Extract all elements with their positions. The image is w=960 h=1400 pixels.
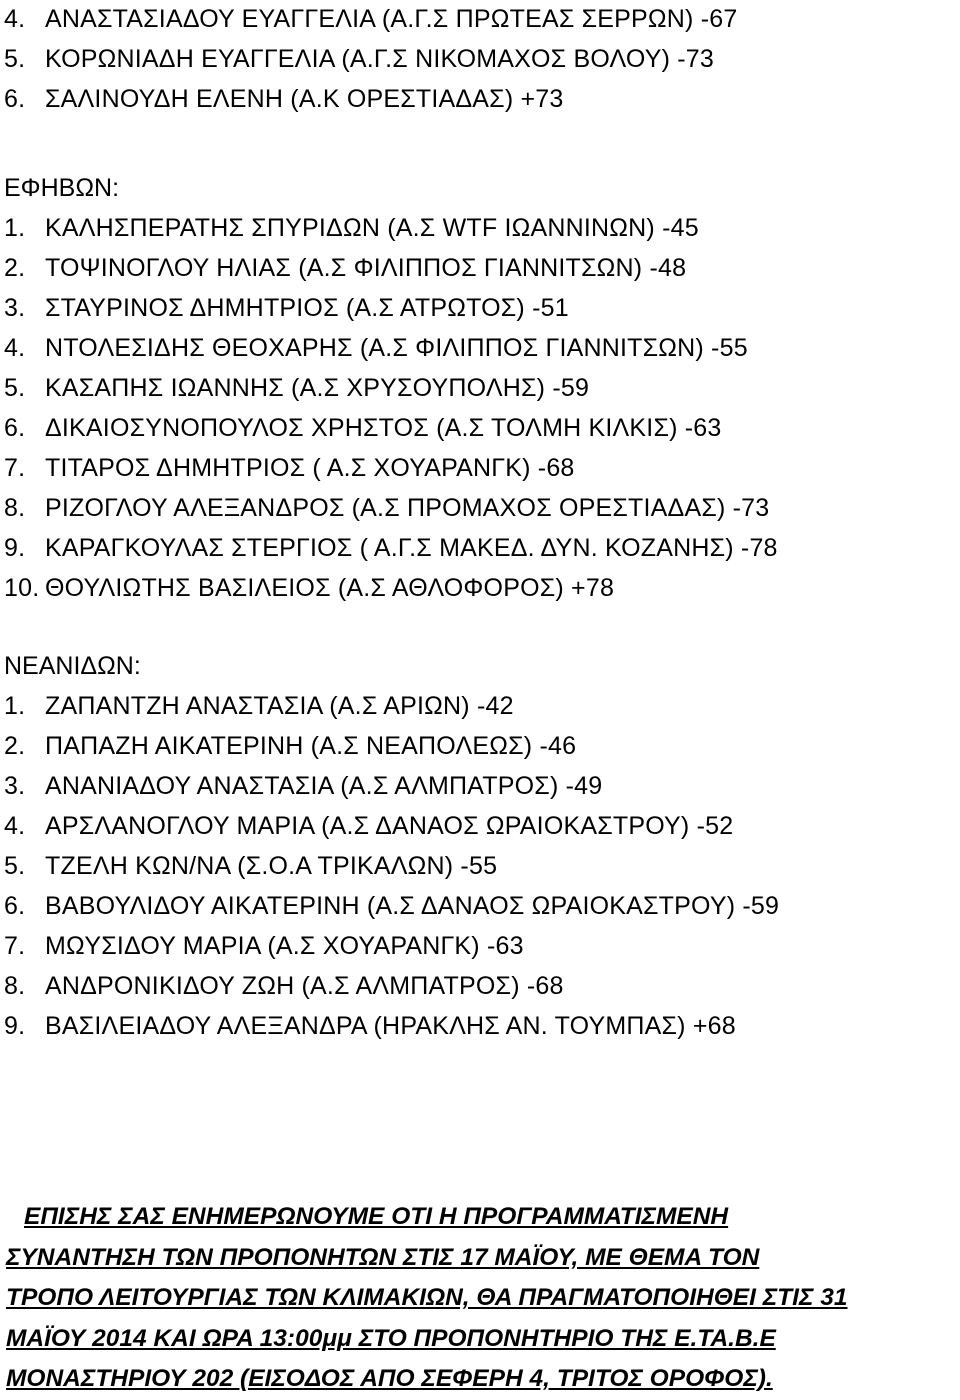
ephebon-results-list [0,208,778,608]
notice-line: ΤΡΟΠΟ ΛΕΙΤΟΥΡΓΙΑΣ ΤΩΝ ΚΛΙΜΑΚΙΩΝ, ΘΑ ΠΡΑΓΜΑΤΟΠΟΙΗΘΕΙ ΣΤΙΣ 31 [6,1284,848,1311]
list-item [0,686,779,726]
item-number: 2. [4,732,26,760]
notice-line: ΜΑΪΟΥ 2014 ΚΑΙ ΩΡΑ 13:00μμ ΣΤΟ ΠΡΟΠΟΝΗΤΗΡΙΟ ΤΗΣ Ε.ΤΑ.Β.Ε [6,1324,776,1352]
list-item [0,966,779,1006]
list-item [0,726,779,766]
item-number: 6. [4,892,26,920]
list-item [0,528,778,568]
item-number: 6. [4,85,26,113]
item-text: ΑΝΑΝΙΑΔΟΥ ΑΝΑΣΤΑΣΙΑ (Α.Σ ΑΛΜΠΑΤΡΟΣ) -49 [45,772,603,800]
item-text: ΣΑΛΙΝΟΥΔΗ ΕΛΕΝΗ (Α.Κ ΟΡΕΣΤΙΑΔΑΣ) +73 [45,85,564,113]
item-number: 7. [4,932,26,960]
list-item [0,766,779,806]
section-heading-ephebon: ΕΦΗΒΩΝ: [4,174,120,202]
item-text: ΚΑΣΑΠΗΣ ΙΩΑΝΝΗΣ (Α.Σ ΧΡΥΣΟΥΠΟΛΗΣ) -59 [45,374,590,402]
item-number: 5. [4,45,26,73]
item-number: 4. [4,334,26,362]
item-number: 4. [4,5,26,33]
neanidon-results-list [0,686,779,1046]
item-number: 8. [4,494,26,522]
item-number: 10. [4,574,40,602]
list-item [0,806,779,846]
item-text: ΤΙΤΑΡΟΣ ΔΗΜΗΤΡΙΟΣ ( Α.Σ ΧΟΥΑΡΑΝΓΚ) -68 [45,454,575,482]
list-item [0,568,778,608]
item-text: ΤΖΕΛΗ ΚΩΝ/ΝΑ (Σ.Ο.Α ΤΡΙΚΑΛΩΝ) -55 [45,852,498,880]
list-item [0,926,779,966]
list-item [0,1006,779,1046]
item-text: ΤΟΨΙΝΟΓΛΟΥ ΗΛΙΑΣ (Α.Σ ΦΙΛΙΠΠΟΣ ΓΙΑΝΝΙΤΣΩΝ) -48 [45,254,687,282]
item-text: ΒΑΒΟΥΛΙΔΟΥ ΑΙΚΑΤΕΡΙΝΗ (Α.Σ ΔΑΝΑΟΣ ΩΡΑΙΟΚΑΣΤΡΟΥ) -59 [45,892,780,920]
notice-line: ΣΥΝΑΝΤΗΣΗ ΤΩΝ ΠΡΟΠΟΝΗΤΩΝ ΣΤΙΣ 17 ΜΑΪΟΥ, ΜΕ ΘΕΜΑ ΤΟΝ [6,1243,760,1271]
item-text: ΣΤΑΥΡΙΝΟΣ ΔΗΜΗΤΡΙΟΣ (Α.Σ ΑΤΡΩΤΟΣ) -51 [45,294,569,322]
list-item [0,39,737,79]
notice-line: ΜΟΝΑΣΤΗΡΙΟΥ 202 (ΕΙΣΟΔΟΣ ΑΠΟ ΣΕΦΕΡΗ 4, ΤΡΙΤΟΣ ΟΡΟΦΟΣ). [6,1365,773,1392]
coaches-meeting-notice [6,1197,956,1400]
item-text: ΡΙΖΟΓΛΟΥ ΑΛΕΞΑΝΔΡΟΣ (Α.Σ ΠΡΟΜΑΧΟΣ ΟΡΕΣΤΙΑΔΑΣ) -73 [45,494,770,522]
list-item [0,328,778,368]
list-item [0,288,778,328]
item-text: ΑΝΑΣΤΑΣΙΑΔΟΥ ΕΥΑΓΓΕΛΙΑ (Α.Γ.Σ ΠΡΩΤΕΑΣ ΣΕΡΡΩΝ) -67 [45,5,738,33]
item-text: ΝΤΟΛΕΣΙΔΗΣ ΘΕΟΧΑΡΗΣ (Α.Σ ΦΙΛΙΠΠΟΣ ΓΙΑΝΝΙΤΣΩΝ) -55 [45,334,748,362]
item-number: 1. [4,214,26,242]
item-number: 9. [4,534,26,562]
item-text: ΒΑΣΙΛΕΙΑΔΟΥ ΑΛΕΞΑΝΔΡΑ (ΗΡΑΚΛΗΣ ΑΝ. ΤΟΥΜΠΑΣ) +68 [45,1012,736,1040]
list-item [0,0,737,39]
item-text: ΚΟΡΩΝΙΑΔΗ ΕΥΑΓΓΕΛΙΑ (Α.Γ.Σ ΝΙΚΟΜΑΧΟΣ ΒΟΛΟΥ) -73 [45,45,715,73]
top-results-list [0,0,737,119]
item-number: 3. [4,294,26,322]
item-number: 9. [4,1012,26,1040]
list-item [0,488,778,528]
item-number: 8. [4,972,26,1000]
list-item [0,886,779,926]
item-number: 2. [4,254,26,282]
item-text: ΠΑΠΑΖΗ ΑΙΚΑΤΕΡΙΝΗ (Α.Σ ΝΕΑΠΟΛΕΩΣ) -46 [45,732,577,760]
item-text: ΘΟΥΛΙΩΤΗΣ ΒΑΣΙΛΕΙΟΣ (Α.Σ ΑΘΛΟΦΟΡΟΣ) +78 [45,574,615,602]
section-heading-neanidon: ΝΕΑΝΙΔΩΝ: [4,652,141,680]
item-text: ΑΡΣΛΑΝΟΓΛΟΥ ΜΑΡΙΑ (Α.Σ ΔΑΝΑΟΣ ΩΡΑΙΟΚΑΣΤΡΟΥ) -52 [45,812,734,840]
item-text: ΑΝΔΡΟΝΙΚΙΔΟΥ ΖΩΗ (Α.Σ ΑΛΜΠΑΤΡΟΣ) -68 [45,972,564,1000]
list-item [0,248,778,288]
item-text: ΚΑΛΗΣΠΕΡΑΤΗΣ ΣΠΥΡΙΔΩΝ (Α.Σ WTF ΙΩΑΝΝΙΝΩΝ) -45 [45,214,699,242]
item-number: 5. [4,852,26,880]
list-item [0,368,778,408]
list-item [0,846,779,886]
item-number: 5. [4,374,26,402]
list-item [0,448,778,488]
item-number: 7. [4,454,26,482]
item-number: 3. [4,772,26,800]
item-text: ΚΑΡΑΓΚΟΥΛΑΣ ΣΤΕΡΓΙΟΣ ( Α.Γ.Σ ΜΑΚΕΔ. ΔΥΝ. ΚΟΖΑΝΗΣ) -78 [45,534,778,562]
item-text: ΔΙΚΑΙΟΣΥΝΟΠΟΥΛΟΣ ΧΡΗΣΤΟΣ (Α.Σ ΤΟΛΜΗ ΚΙΛΚΙΣ) -63 [45,414,722,442]
list-item [0,79,737,119]
item-number: 1. [4,692,26,720]
item-number: 4. [4,812,26,840]
list-item [0,408,778,448]
list-item [0,208,778,248]
notice-line: ΕΠΙΣΗΣ ΣΑΣ ΕΝΗΜΕΡΩΝΟΥΜΕ ΟΤΙ Η ΠΡΟΓΡΑΜΜΑΤΙΣΜΕΝΗ [24,1203,729,1230]
item-number: 6. [4,414,26,442]
item-text: ΜΩΥΣΙΔΟΥ ΜΑΡΙΑ (Α.Σ ΧΟΥΑΡΑΝΓΚ) -63 [45,932,524,960]
item-text: ΖΑΠΑΝΤΖΗ ΑΝΑΣΤΑΣΙΑ (Α.Σ ΑΡΙΩΝ) -42 [45,692,514,720]
